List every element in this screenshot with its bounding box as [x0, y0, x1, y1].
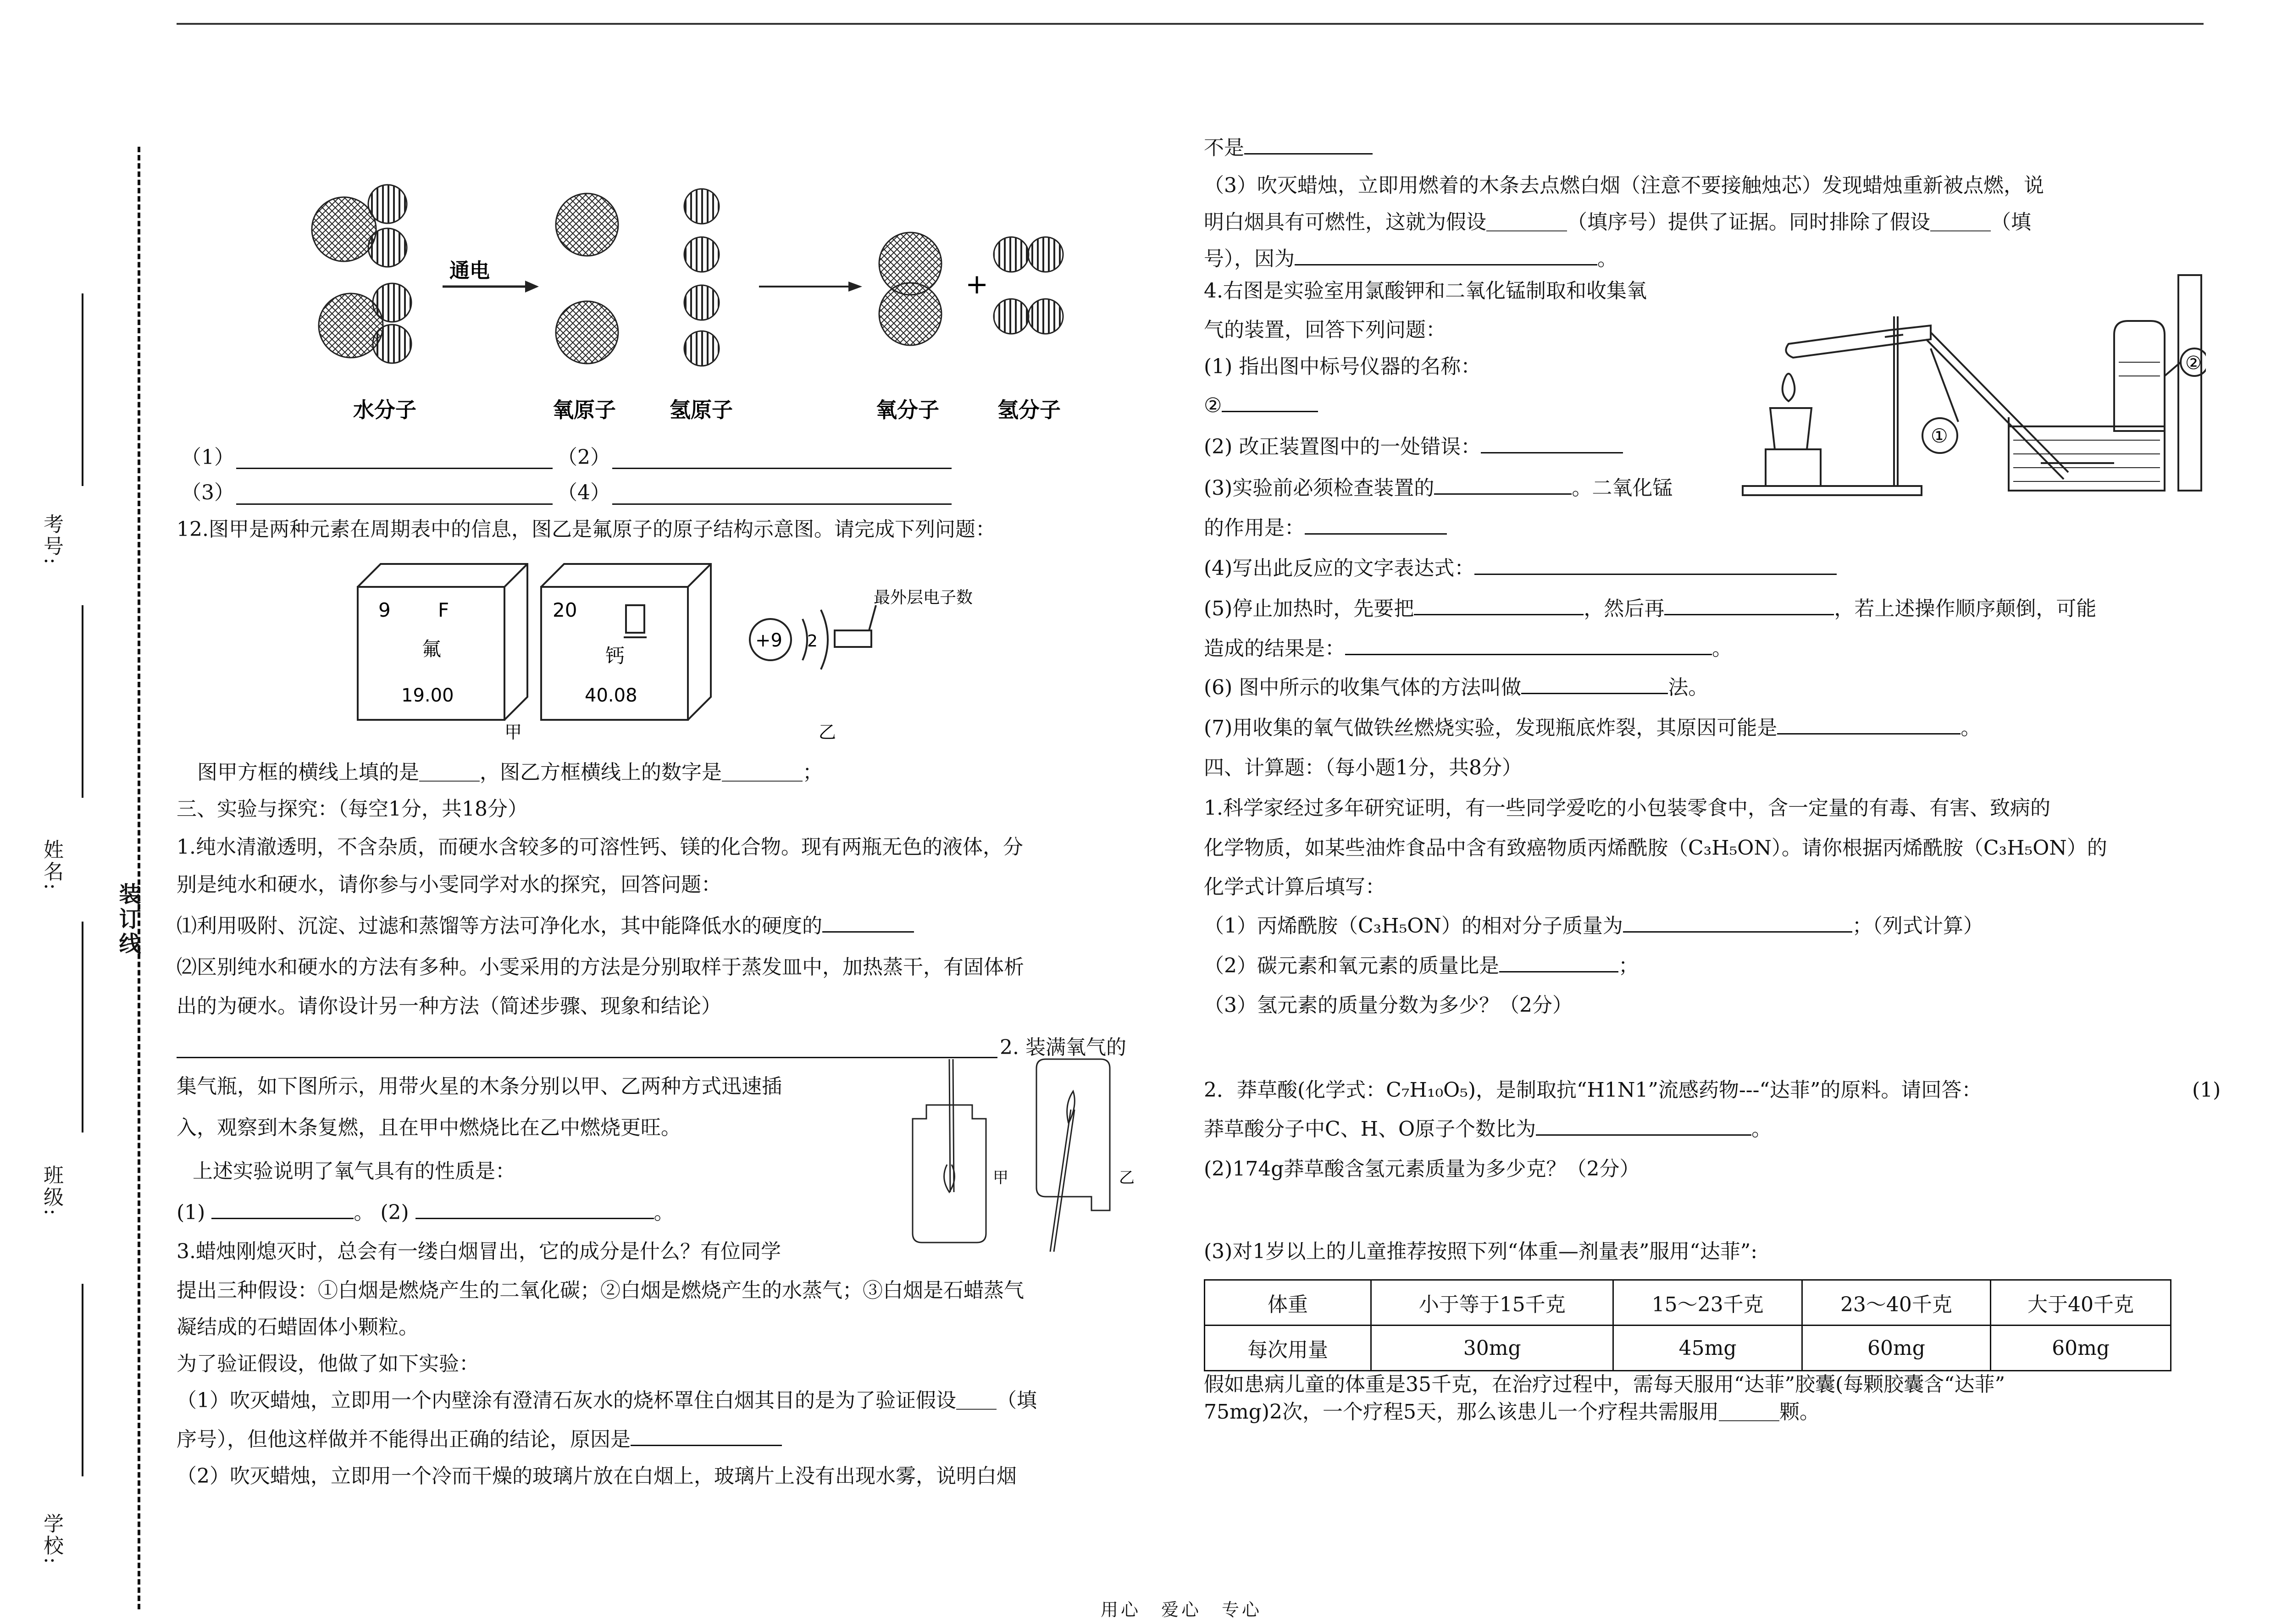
electrolysis-diagram: [294, 179, 1137, 436]
sec3-p1-l4: ⑵区别纯水和硬水的方法有多种。小雯采用的方法是分别取样于蒸发皿中，加热蒸干，有固体析: [177, 956, 1024, 979]
answer-blank[interactable]: [1345, 635, 1712, 655]
q4-l2: 气的装置，回答下列问题：: [1204, 318, 1446, 342]
sec3-p1-l1: 1.纯水清澈透明，不含杂质，而硬水含较多的可溶性钙、镁的化合物。现有两瓶无色的液体，分: [177, 835, 1023, 859]
sec3-p3-l5: （1）吹灭蜡烛，立即用一个内壁涂有澄清石灰水的烧杯罩住白烟其目的是为了验证假设＿＿（填: [177, 1389, 1037, 1412]
sec4-c1-l1: 1.科学家经过多年研究证明，有一些同学爱吃的小包装零食中，含一定量的有毒、有害、致病的: [1204, 796, 2050, 820]
q4-l1: 4.右图是实验室用氯酸钾和二氧化锰制取和收集氧: [1204, 279, 1647, 303]
dosage-table: [1204, 1279, 2171, 1371]
f-symbol: F: [438, 599, 449, 621]
answer-blank[interactable]: [822, 913, 914, 933]
sec3-answer-line[interactable]: [177, 1057, 997, 1058]
q11-blank-1-label: （1）: [181, 446, 234, 469]
answer-blank[interactable]: [1623, 913, 1852, 933]
table-cell: 45mg: [1613, 1326, 1802, 1371]
sec4-c1-l6: （3）氢元素的质量分数为多少？（2分）: [1204, 994, 1573, 1017]
sec3-p3-l1: 3.蜡烛刚熄灭时，总会有一缕白烟冒出，它的成分是什么？有位同学: [177, 1240, 781, 1263]
fig-bottle-jia: 甲: [993, 1169, 1008, 1187]
q4-l10: 造成的结果是： 。: [1204, 635, 1732, 663]
fig-cap-jia: 甲: [504, 722, 522, 742]
sec3-title: 三、实验与探究：（每空1分，共18分）: [177, 797, 528, 821]
answer-blank[interactable]: [1434, 475, 1572, 495]
sec4-c2-l3: (2)174g莽草酸含氢元素质量为多少克？（2分）: [1204, 1157, 1640, 1181]
q4-l8: (4)写出此反应的文字表达式：: [1204, 555, 1837, 582]
q4-l12: (7)用收集的氧气做铁丝燃烧实验，发现瓶底炸裂，其原因可能是 。: [1204, 714, 1981, 742]
sec4-c1-l5: （2）碳元素和氧元素的质量比是 ；: [1204, 952, 1639, 980]
sec4-c2-l2: 莽草酸分子中C、H、O原子个数比为 。: [1204, 1116, 1772, 1143]
atom-inner-electrons: 2: [807, 632, 818, 651]
label-school: 学校:: [40, 1513, 63, 1566]
answer-blank[interactable]: [1414, 596, 1584, 615]
answer-blank[interactable]: [1664, 596, 1834, 615]
label-oxygen-atom: 氧原子: [553, 398, 616, 422]
answer-blank[interactable]: [1777, 715, 1961, 735]
sec4-c2-l4: (3)对1岁以上的儿童推荐按照下列“体重—剂量表”服用“达菲”:: [1204, 1240, 1758, 1263]
periodic-table-figure: [349, 559, 1018, 743]
answer-blank[interactable]: [1521, 674, 1668, 694]
table-cell: 60mg: [1991, 1326, 2171, 1371]
table-cell: 体重: [1205, 1280, 1371, 1326]
answer-blank[interactable]: [1222, 392, 1318, 412]
sec3-p3-l7: （2）吹灭蜡烛，立即用一个冷而干燥的玻璃片放在白烟上，玻璃片上没有出现水雾，说明白烟: [177, 1464, 1017, 1488]
page-footer: 用心 爱心 专心: [1101, 1600, 1263, 1620]
sec4-c2-l5: 假如患病儿童的体重是35千克，在治疗过程中，需每天服用“达菲”胶囊(每颗胶囊含“达菲”: [1204, 1373, 2005, 1396]
sec4-title: 四、计算题：（每小题1分，共8分）: [1204, 756, 1522, 779]
q4-l3: (1) 指出图中标号仪器的名称：: [1204, 355, 1481, 378]
gas-bottle-figure: [899, 1055, 1156, 1256]
label-hydrogen-molecule: 氢分子: [997, 398, 1061, 422]
line-name-upper: [82, 605, 83, 798]
q11-blank-3-label: （3）: [181, 481, 234, 504]
q11-blank-2[interactable]: [612, 468, 952, 469]
f-mass: 19.00: [401, 685, 454, 706]
label-name: 姓名:: [40, 839, 63, 892]
sec3-p2-l1: 集气瓶，如下图所示，用带火星的木条分别以甲、乙两种方式迅速插: [177, 1075, 782, 1098]
right-r2: 明白烟具有可燃性，这就为假设＿＿＿＿（填序号）提供了证据。同时排除了假设＿＿＿（填: [1204, 210, 2031, 234]
sec4-c2-l1: 2．莽草酸(化学式：C₇H₁₀O₅)，是制取抗“H1N1”流感药物---“达菲”的原料。请回答：: [1204, 1078, 1982, 1102]
answer-blank[interactable]: [1244, 135, 1373, 155]
ca-name: 钙: [605, 645, 625, 667]
right-r0: 不是: [1204, 134, 1373, 162]
q4-l6: (3)实验前必须检查装置的 。二氧化锰: [1204, 475, 1673, 502]
atom-nucleus: +9: [755, 630, 782, 651]
line-school-upper: [82, 1284, 83, 1476]
plus-sign: +: [965, 268, 989, 300]
f-atomic-number: 9: [378, 599, 391, 621]
sec3-p3-l6: 序号），但他这样做并不能得出正确的结论，原因是: [177, 1426, 782, 1453]
ca-atomic-number: 20: [553, 599, 577, 621]
table-cell: 15～23千克: [1613, 1280, 1802, 1326]
label-class: 班级:: [40, 1165, 63, 1217]
answer-blank[interactable]: [1305, 515, 1447, 535]
lab-apparatus-figure: [1738, 271, 2206, 504]
answer-blank[interactable]: [1295, 246, 1597, 265]
sec3-p2-l0: 2. 装满氧气的: [1000, 1036, 1126, 1059]
q4-l5: (2) 改正装置图中的一处错误：: [1204, 433, 1623, 461]
sec3-p2-l3: 上述实验说明了氧气具有的性质是：: [193, 1160, 515, 1183]
sec3-p2-l4: (1) 。 (2) 。: [177, 1199, 674, 1226]
ca-mass: 40.08: [585, 685, 637, 706]
table-cell: 60mg: [1802, 1326, 1990, 1371]
q11-blank-4[interactable]: [612, 503, 952, 505]
answer-blank[interactable]: [631, 1426, 782, 1446]
q11-blank-1[interactable]: [236, 468, 553, 469]
sec3-p1-l5: 出的为硬水。请你设计另一种方法（简述步骤、现象和结论）: [177, 994, 721, 1018]
answer-blank[interactable]: [1474, 555, 1837, 575]
sec4-c2-l6: 75mg)2次，一个疗程5天，那么该患儿一个疗程共需服用＿＿＿颗。: [1204, 1400, 1820, 1424]
q12-stem: 12.图甲是两种元素在周期表中的信息，图乙是氟原子的原子结构示意图。请完成下列问题：: [177, 518, 996, 541]
binding-label: 装订线: [115, 883, 141, 957]
table-row: [1205, 1326, 2171, 1371]
answer-blank[interactable]: [211, 1199, 354, 1219]
q4-l4: ②: [1204, 392, 1318, 420]
sec3-p3-l3: 凝结成的石蜡固体小颗粒。: [177, 1315, 419, 1339]
label-hydrogen-atom: 氢原子: [670, 398, 733, 422]
table-cell: 每次用量: [1205, 1326, 1371, 1371]
right-r1: （3）吹灭蜡烛，立即用燃着的木条去点燃白烟（注意不要接触烛芯）发现蜡烛重新被点燃，说: [1204, 174, 2044, 197]
sec3-p3-l2: 提出三种假设：①白烟是燃烧产生的二氧化碳；②白烟是燃烧产生的水蒸气；③白烟是石蜡蒸气: [177, 1279, 1024, 1302]
f-name: 氟: [422, 638, 442, 660]
q11-blank-3[interactable]: [236, 503, 553, 505]
label-water-molecule: 水分子: [353, 398, 416, 422]
top-rule: [177, 23, 2204, 25]
sec3-p3-l4: 为了验证假设，他做了如下实验：: [177, 1352, 479, 1375]
table-row: [1205, 1280, 2171, 1326]
label-electrify: 通电: [449, 259, 490, 282]
q11-blank-2-label: （2）: [557, 446, 610, 469]
q11-blank-4-label: （4）: [557, 481, 610, 504]
table-cell: 小于等于15千克: [1371, 1280, 1613, 1326]
table-cell: 23～40千克: [1802, 1280, 1990, 1326]
q12-question: 图甲方框的横线上填的是＿＿＿，图乙方框横线上的数字是＿＿＿＿；: [197, 761, 823, 784]
answer-blank[interactable]: [1499, 953, 1618, 972]
fig-bottle-yi: 乙: [1119, 1169, 1135, 1187]
q4-l11: (6) 图中所示的收集气体的方法叫做 法。: [1204, 674, 1708, 702]
answer-blank[interactable]: [415, 1199, 654, 1219]
atom-outer-label: 最外层电子数: [874, 588, 973, 607]
sec4-c1-l3: 化学式计算后填写：: [1204, 875, 1385, 899]
sec4-c2-l1b: (1): [2192, 1078, 2221, 1102]
fig-cap-yi: 乙: [819, 722, 836, 742]
answer-blank[interactable]: [1481, 434, 1623, 453]
table-cell: 大于40千克: [1991, 1280, 2171, 1326]
right-r3: 号），因为 。: [1204, 245, 1617, 273]
q4-l9: (5)停止加热时，先要把 ，然后再 ，若上述操作顺序颠倒，可能: [1204, 595, 2096, 623]
sec3-p1-l3: ⑴利用吸附、沉淀、过滤和蒸馏等方法可净化水，其中能降低水的硬度的: [177, 912, 914, 940]
label-oxygen-molecule: 氧分子: [876, 398, 939, 422]
sec4-c1-l4: （1）丙烯酰胺（C₃H₅ON）的相对分子质量为 ；（列式计算）: [1204, 912, 1983, 940]
line-class-upper: [82, 922, 83, 1132]
line-exam-number: [82, 293, 83, 486]
answer-blank[interactable]: [1536, 1116, 1751, 1136]
q4-l7: 的作用是：: [1204, 514, 1447, 542]
binding-dashed-line: [138, 147, 140, 1609]
table-cell: 30mg: [1371, 1326, 1613, 1371]
sec4-c1-l2: 化学物质，如某些油炸食品中含有致癌物质丙烯酰胺（C₃H₅ON）。请你根据丙烯酰胺（C₃H₅ON）的: [1204, 836, 2107, 860]
apparatus-mark-2: ②: [2185, 353, 2202, 374]
label-exam-number: 考号:: [40, 514, 63, 566]
sec3-p1-l2: 别是纯水和硬水，请你参与小雯同学对水的探究，回答问题：: [177, 873, 721, 896]
sec3-p2-l2: 入，观察到木条复燃，且在甲中燃烧比在乙中燃烧更旺。: [177, 1116, 681, 1139]
apparatus-mark-1: ①: [1931, 425, 1948, 447]
